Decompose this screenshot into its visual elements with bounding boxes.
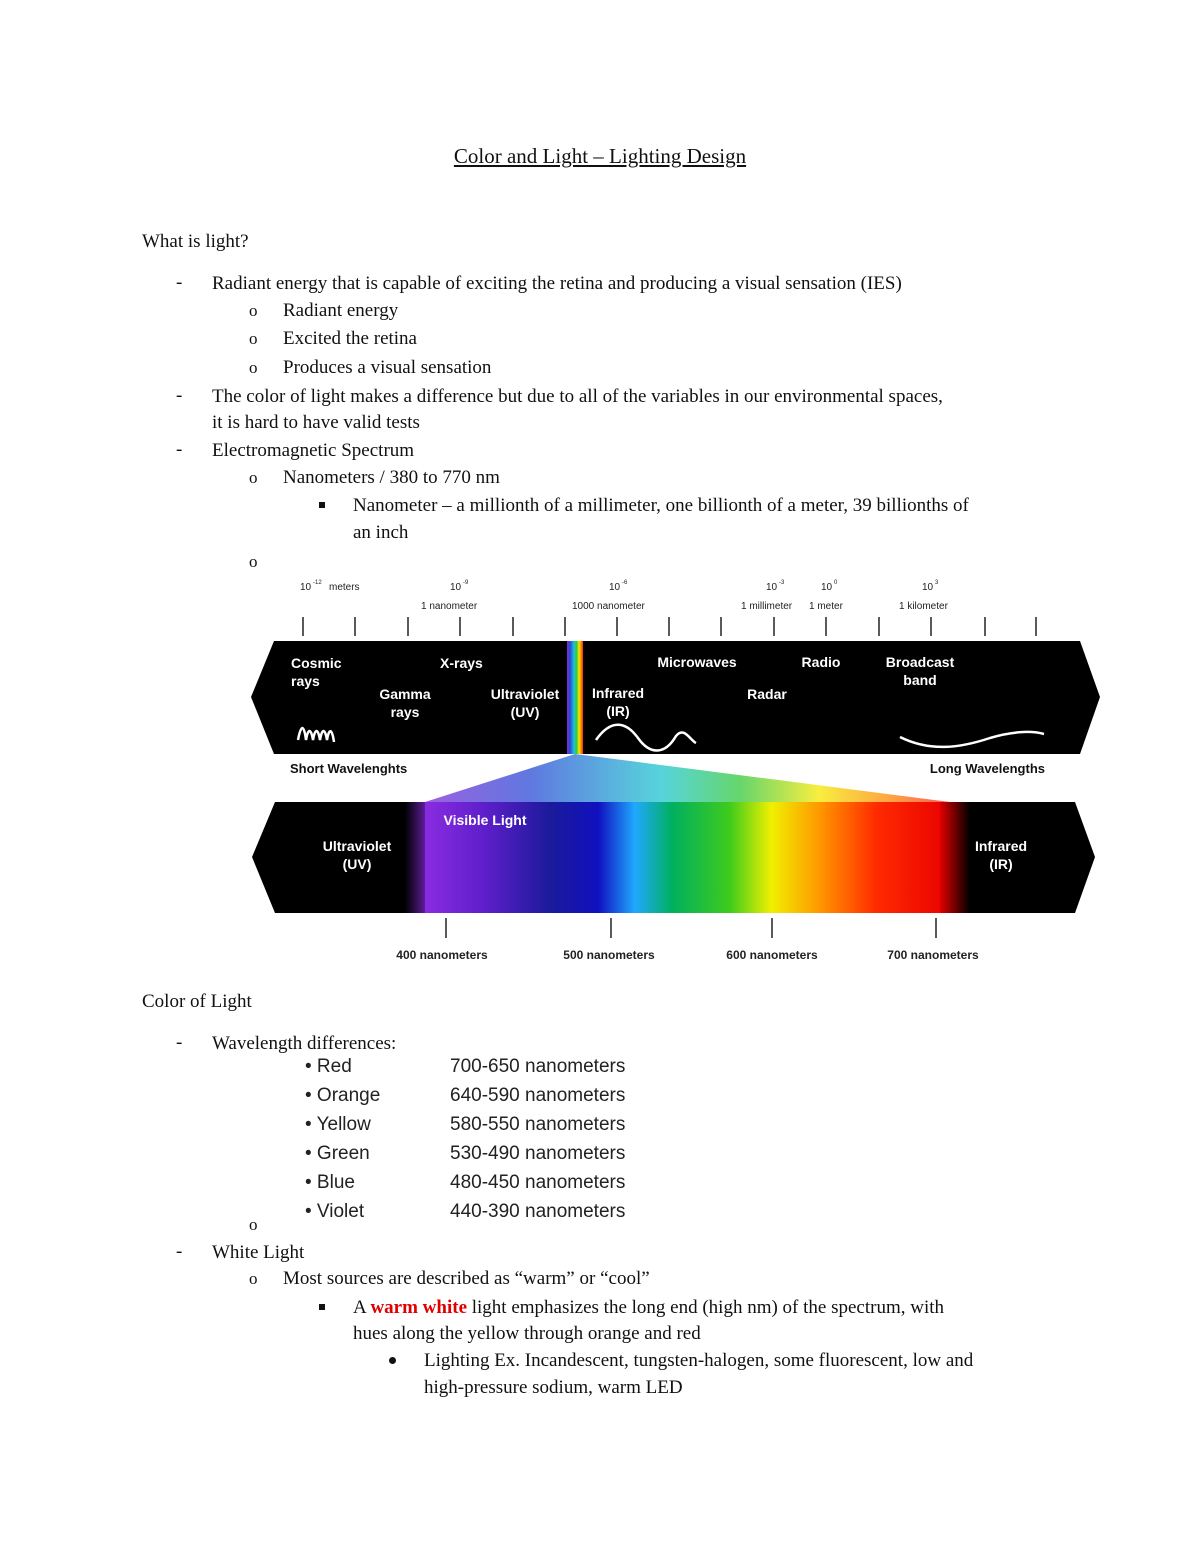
scale-unit: 1000 nanometer (572, 601, 645, 612)
scale-label: 10 (300, 582, 312, 593)
wavelength-color: • Orange (305, 1085, 381, 1106)
warm-prefix: A (353, 1297, 371, 1318)
bullet-radiant-energy: Radiant energy that is capable of exciting the retina and producing a visual sensation (IES) (212, 273, 902, 294)
band-cosmic: Cosmic (291, 655, 342, 671)
sub-bullet: Excited the retina (283, 328, 417, 349)
wavelength-range: 440-390 nanometers (450, 1201, 626, 1222)
band-gamma-2: rays (390, 704, 420, 720)
scale-exponent: -3 (779, 580, 785, 586)
wavelength-range: 530-490 nanometers (450, 1143, 626, 1164)
sub-bullet-nanometers: Nanometers / 380 to 770 nm (283, 467, 500, 488)
band-ir: Infrared (591, 685, 645, 701)
dash-bullet: - (176, 1241, 183, 1262)
nm-label-700: 700 nanometers (887, 948, 979, 962)
wavelength-range: 480-450 nanometers (450, 1172, 626, 1193)
section-heading-color-of-light: Color of Light (142, 991, 252, 1012)
band-uv: Ultraviolet (490, 686, 560, 702)
band-gamma: Gamma (379, 686, 431, 702)
band-broadcast: Broadcast (885, 654, 955, 670)
circle-bullet: o (249, 1215, 258, 1234)
scale-unit: 1 nanometer (421, 601, 478, 612)
band-radar: Radar (747, 686, 787, 702)
warm-white-highlight: warm white (370, 1297, 467, 1318)
sub-bullet: Produces a visual sensation (283, 357, 492, 378)
scale-unit: 1 millimeter (741, 601, 793, 612)
square-bullet (319, 1304, 325, 1310)
scale-label: 10 (609, 582, 621, 593)
visible-slice (567, 641, 583, 754)
bullet-color-of-light-line2: it is hard to have valid tests (212, 412, 420, 433)
lighting-example-line2: high-pressure sodium, warm LED (424, 1377, 683, 1398)
scale-exponent: -6 (622, 580, 628, 586)
bullet-color-of-light-line1: The color of light makes a difference but due to all of the variables in our environmental spaces, (212, 386, 943, 407)
wavelength-color: • Green (305, 1143, 370, 1164)
scale-label: 10 (450, 582, 462, 593)
bullet-em-spectrum: Electromagnetic Spectrum (212, 440, 415, 461)
band-microwaves: Microwaves (657, 654, 737, 670)
dash-bullet: - (176, 439, 183, 460)
nm-ticks (446, 918, 936, 938)
circle-bullet: o (249, 552, 258, 571)
visible-light-fan (425, 754, 950, 802)
dash-bullet: - (176, 385, 183, 406)
wavelength-color: • Yellow (305, 1114, 371, 1135)
wavelength-color: • Violet (305, 1201, 365, 1222)
lighting-example-line1: Lighting Ex. Incandescent, tungsten-halogen, some fluorescent, low and (424, 1350, 974, 1371)
dash-bullet: - (176, 1032, 183, 1053)
nanometer-def-line1: Nanometer – a millionth of a millimeter, one billionth of a meter, 39 billionths of (353, 495, 969, 516)
round-bullet (389, 1357, 396, 1364)
scale-unit: 1 meter (809, 601, 843, 612)
band-broadcast-2: band (903, 672, 937, 688)
section-heading-what-is-light: What is light? (142, 231, 249, 252)
band-ir-2: (IR) (606, 703, 630, 719)
lower-uv-label: Ultraviolet (322, 838, 392, 854)
scale-label: 10 (821, 582, 833, 593)
scale-exponent: -9 (463, 580, 469, 586)
bullet-white-light: White Light (212, 1242, 305, 1263)
circle-bullet: o (249, 301, 258, 320)
circle-bullet: o (249, 329, 258, 348)
scale-ticks (303, 617, 1036, 636)
lower-uv-label-2: (UV) (342, 856, 372, 872)
wavelength-color: • Blue (305, 1172, 355, 1193)
scale-label: 10 (766, 582, 778, 593)
warm-white-line1 (353, 1296, 944, 1320)
warm-white-line2: hues along the yellow through orange and red (353, 1323, 701, 1344)
band-uv-2: (UV) (510, 704, 540, 720)
band-radio: Radio (801, 654, 841, 670)
sub-bullet-warm-cool: Most sources are described as “warm” or “cool” (283, 1268, 650, 1289)
scale-exponent: 3 (935, 580, 939, 586)
wavelength-range: 640-590 nanometers (450, 1085, 626, 1106)
scale-unit: meters (329, 582, 360, 593)
wavelength-range: 700-650 nanometers (450, 1056, 626, 1077)
lower-ir-label-2: (IR) (989, 856, 1013, 872)
visible-light-label: Visible Light (443, 812, 527, 828)
lower-ir-label: Infrared (974, 838, 1028, 854)
square-bullet (319, 502, 325, 508)
band-xrays: X-rays (440, 655, 483, 671)
wavelength-range: 580-550 nanometers (450, 1114, 626, 1135)
band-cosmic-2: rays (291, 673, 320, 689)
nm-label-400: 400 nanometers (396, 948, 488, 962)
electromagnetic-spectrum-diagram (0, 570, 1200, 970)
scale-label: 10 (922, 582, 934, 593)
circle-bullet: o (249, 358, 258, 377)
circle-bullet: o (249, 1269, 258, 1288)
circle-bullet: o (249, 468, 258, 487)
page-title: Color and Light – Lighting Design (453, 144, 747, 168)
scale-exponent: -12 (313, 580, 322, 586)
nanometer-def-line2: an inch (353, 522, 409, 543)
long-wavelengths-label: Long Wavelengths (929, 761, 1045, 776)
nm-label-600: 600 nanometers (726, 948, 818, 962)
sub-bullet: Radiant energy (283, 300, 399, 321)
warm-rest: light emphasizes the long end (high nm) of the spectrum, with (467, 1297, 945, 1318)
wavelength-color: • Red (305, 1056, 352, 1077)
short-wavelengths-label: Short Wavelenghts (290, 761, 408, 776)
bullet-wavelength-differences: Wavelength differences: (212, 1033, 397, 1054)
nm-label-500: 500 nanometers (563, 948, 655, 962)
dash-bullet: - (176, 272, 183, 293)
scale-unit: 1 kilometer (899, 601, 948, 612)
scale-exponent: 0 (834, 580, 838, 586)
